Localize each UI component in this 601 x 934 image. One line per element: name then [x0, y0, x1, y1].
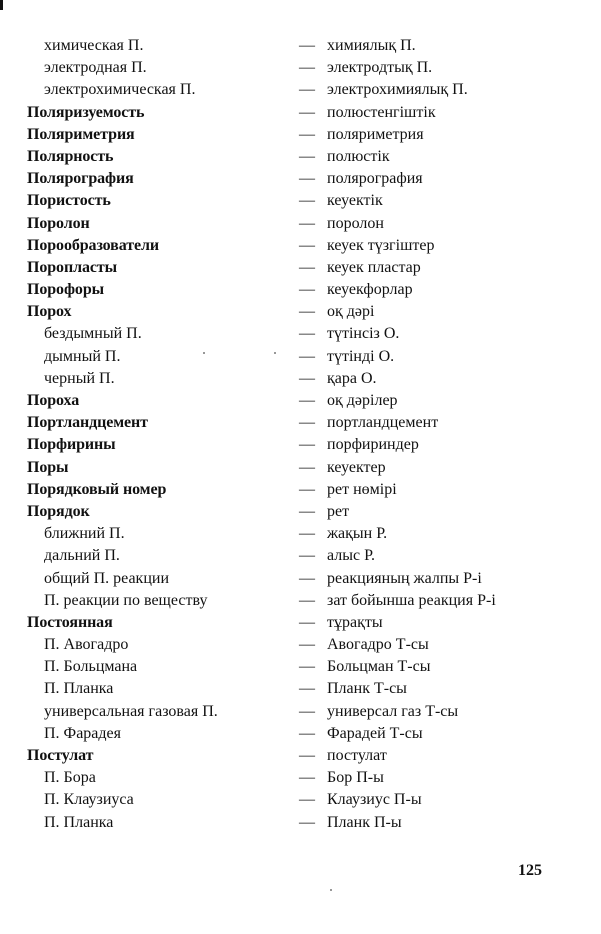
dash-separator: — [299, 281, 315, 299]
headword: Поролон [27, 214, 90, 232]
print-speck [274, 352, 276, 354]
dictionary-entry [0, 146, 601, 168]
dictionary-entry [0, 57, 601, 79]
dash-separator: — [299, 636, 315, 654]
dash-separator: — [299, 436, 315, 454]
subterm: черный П. [44, 369, 115, 387]
dictionary-entry [0, 523, 601, 545]
dash-separator: — [299, 392, 315, 409]
dictionary-entry [0, 279, 601, 301]
dash-separator: — [299, 59, 315, 77]
headword: Порфирины [27, 436, 116, 454]
dash-separator: — [299, 680, 315, 698]
translation: оқ дәрілер [327, 392, 398, 409]
headword: Поляриметрия [27, 125, 135, 143]
dash-separator: — [299, 791, 315, 809]
corner-mark [0, 0, 3, 10]
headword: Поры [27, 458, 69, 476]
translation: полюстенгіштік [327, 103, 436, 121]
print-speck [203, 352, 205, 354]
dash-separator: — [299, 458, 315, 476]
dictionary-entry [0, 213, 601, 235]
headword: Поропласты [27, 258, 117, 276]
dash-separator: — [299, 747, 315, 764]
headword: Порообразователи [27, 236, 159, 254]
dictionary-entry [0, 767, 601, 789]
translation: реакцияның жалпы Р-і [327, 569, 482, 587]
subterm: электродная П. [44, 59, 147, 77]
translation: Авогадро Т-сы [327, 636, 429, 654]
translation: тұрақты [327, 613, 383, 631]
dictionary-entry [0, 545, 601, 567]
headword: Постулат [27, 747, 94, 764]
subterm: П. Планка [44, 813, 114, 831]
translation: полярография [327, 170, 423, 188]
headword: Поляризуемость [27, 103, 145, 121]
dictionary-entry [0, 812, 601, 834]
dictionary-entry [0, 789, 601, 811]
dictionary-entry [0, 102, 601, 124]
headword: Полярность [27, 147, 114, 165]
dictionary-entry [0, 390, 601, 412]
translation: полюстік [327, 147, 390, 165]
dash-separator: — [299, 125, 315, 143]
subterm: П. Фарадея [44, 724, 121, 742]
dictionary-entry [0, 235, 601, 257]
dash-separator: — [299, 347, 315, 365]
translation: кеуектік [327, 192, 383, 210]
dash-separator: — [299, 37, 315, 54]
dictionary-entry [0, 656, 601, 678]
print-speck [330, 889, 332, 891]
dictionary-entry [0, 501, 601, 523]
translation: химиялық П. [327, 37, 416, 54]
dash-separator: — [299, 613, 315, 631]
dictionary-entry [0, 723, 601, 745]
entry-list [0, 35, 601, 834]
dash-separator: — [299, 170, 315, 188]
dictionary-entry [0, 79, 601, 101]
subterm: дальний П. [44, 547, 120, 565]
subterm: П. Больцмана [44, 658, 138, 676]
dash-separator: — [299, 480, 315, 498]
translation: зат бойынша реакция Р-і [327, 591, 496, 609]
dash-separator: — [299, 147, 315, 165]
headword: Полярография [27, 170, 134, 188]
translation: Бор П-ы [327, 769, 384, 787]
translation: түтінді О. [327, 347, 395, 365]
dictionary-entry [0, 301, 601, 323]
translation: түтінсіз О. [327, 325, 400, 343]
headword: Портландцемент [27, 414, 148, 432]
dash-separator: — [299, 813, 315, 831]
subterm: П. Авогадро [44, 636, 129, 654]
translation: Клаузиус П-ы [327, 791, 422, 809]
translation: қара О. [327, 369, 377, 387]
dictionary-entry [0, 701, 601, 723]
headword: Порядковый номер [27, 480, 167, 498]
dictionary-entry [0, 323, 601, 345]
dash-separator: — [299, 214, 315, 232]
subterm: дымный П. [44, 347, 121, 365]
subterm: общий П. реакции [44, 569, 169, 587]
dash-separator: — [299, 702, 315, 720]
dash-separator: — [299, 658, 315, 676]
dash-separator: — [299, 325, 315, 343]
headword: Порядок [27, 502, 90, 520]
headword: Порох [27, 303, 72, 321]
subterm: ближний П. [44, 525, 125, 543]
dash-separator: — [299, 303, 315, 321]
dictionary-entry [0, 168, 601, 190]
dictionary-entry [0, 434, 601, 456]
dictionary-entry [0, 568, 601, 590]
dash-separator: — [299, 525, 315, 543]
subterm: П. Бора [44, 769, 96, 787]
subterm: П. Планка [44, 680, 114, 698]
dash-separator: — [299, 192, 315, 210]
dictionary-entry [0, 590, 601, 612]
dash-separator: — [299, 414, 315, 432]
translation: поляриметрия [327, 125, 424, 143]
dash-separator: — [299, 569, 315, 587]
subterm: П. Клаузиуса [44, 791, 134, 809]
translation: кеуек түзгіштер [327, 236, 435, 254]
translation: Фарадей Т-сы [327, 724, 423, 742]
dictionary-entry [0, 35, 601, 57]
translation: Планк П-ы [327, 813, 402, 831]
dictionary-entry [0, 678, 601, 700]
translation: поролон [327, 214, 384, 232]
dictionary-entry [0, 346, 601, 368]
dash-separator: — [299, 81, 315, 99]
dash-separator: — [299, 724, 315, 742]
dash-separator: — [299, 591, 315, 609]
translation: портландцемент [327, 414, 439, 432]
page-number: 125 [518, 862, 542, 879]
dash-separator: — [299, 769, 315, 787]
dictionary-entry [0, 745, 601, 767]
translation: рет нөмірі [327, 480, 397, 498]
headword: Пористость [27, 192, 111, 210]
translation: электродтық П. [327, 59, 433, 77]
translation: оқ дәрі [327, 303, 375, 321]
translation: рет [327, 502, 350, 520]
translation: Планк Т-сы [327, 680, 407, 698]
translation: универсал газ Т-сы [327, 702, 459, 720]
translation: постулат [327, 747, 387, 764]
subterm: электрохимическая П. [44, 81, 196, 99]
headword: Пороха [27, 392, 80, 409]
headword: Постоянная [27, 613, 113, 631]
dash-separator: — [299, 369, 315, 387]
subterm: химическая П. [44, 37, 144, 54]
dictionary-entry [0, 257, 601, 279]
translation: жақын Р. [327, 525, 388, 543]
dictionary-entry [0, 368, 601, 390]
dash-separator: — [299, 103, 315, 121]
subterm: универсальная газовая П. [44, 702, 218, 720]
dictionary-entry [0, 190, 601, 212]
dictionary-entry [0, 412, 601, 434]
dictionary-entry [0, 634, 601, 656]
dash-separator: — [299, 547, 315, 565]
translation: кеуекфорлар [327, 281, 413, 299]
translation: кеуектер [327, 458, 386, 476]
translation: алыс Р. [327, 547, 375, 565]
dash-separator: — [299, 236, 315, 254]
translation: кеуек пластар [327, 258, 421, 276]
translation: Больцман Т-сы [327, 658, 431, 676]
dictionary-entry [0, 124, 601, 146]
subterm: бездымный П. [44, 325, 142, 343]
headword: Порофоры [27, 281, 105, 299]
dash-separator: — [299, 502, 315, 520]
dictionary-entry [0, 457, 601, 479]
translation: электрохимиялық П. [327, 81, 468, 99]
translation: порфириндер [327, 436, 419, 454]
dash-separator: — [299, 258, 315, 276]
dictionary-entry [0, 479, 601, 501]
dictionary-entry [0, 612, 601, 634]
subterm: П. реакции по веществу [44, 591, 208, 609]
